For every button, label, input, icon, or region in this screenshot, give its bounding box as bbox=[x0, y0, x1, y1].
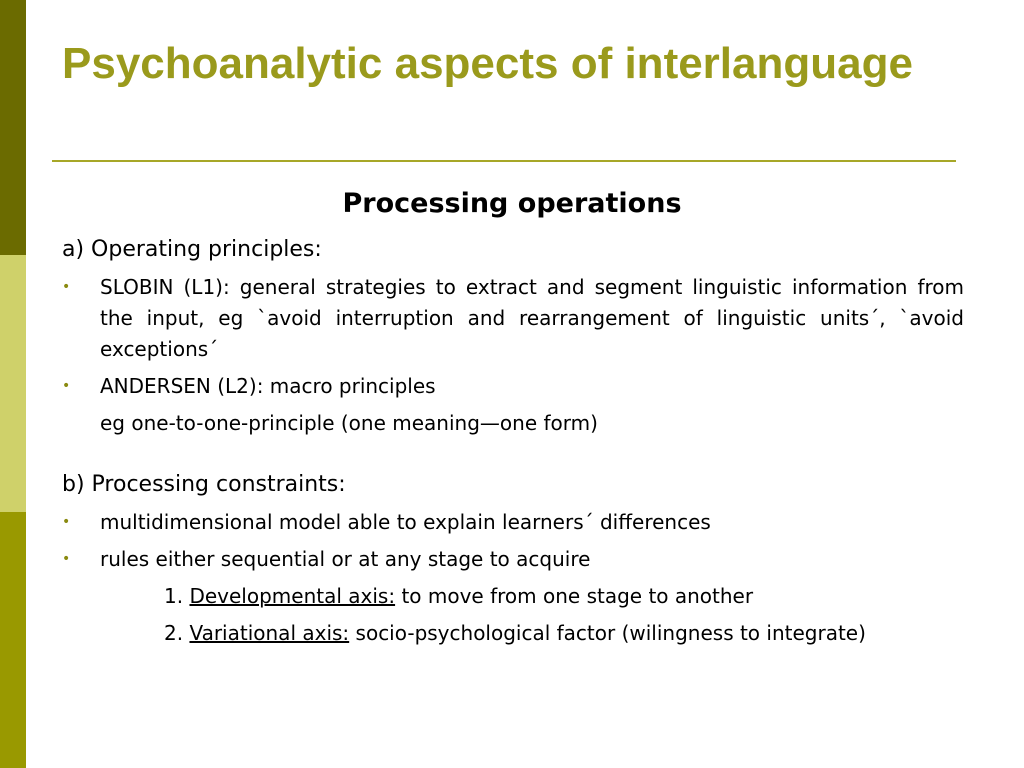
slide-subtitle: Processing operations bbox=[342, 188, 682, 219]
axis-term: Variational axis: bbox=[189, 621, 350, 645]
bullet-icon: • bbox=[62, 378, 71, 394]
section-a-heading: a) Operating principles: bbox=[62, 237, 322, 262]
axis-description: socio-psychological factor (wilingness to integrate) bbox=[355, 621, 866, 645]
list-item bbox=[62, 371, 964, 402]
section-b-heading: b) Processing constraints: bbox=[62, 472, 346, 497]
side-color-bar bbox=[0, 0, 26, 768]
bullet-text: rules either sequential or at any stage to acquire bbox=[100, 547, 591, 571]
developmental-axis-item bbox=[62, 581, 964, 612]
side-bar-bottom-segment bbox=[0, 512, 26, 768]
slide-body bbox=[62, 234, 964, 649]
side-bar-top-segment bbox=[0, 0, 26, 255]
bullet-text: ANDERSEN (L2): macro principles bbox=[100, 374, 436, 398]
bullet-text: SLOBIN (L1): general strategies to extract and segment linguistic information from the input, eg `avoid interruption and rearrangement of linguistic units´, `avoid exceptions´ bbox=[100, 275, 964, 361]
title-divider bbox=[52, 160, 956, 162]
list-item bbox=[62, 272, 964, 365]
bullet-icon: • bbox=[62, 279, 71, 295]
variational-axis-item bbox=[62, 618, 964, 649]
slide-title: Psychoanalytic aspects of interlanguage bbox=[62, 39, 913, 88]
axis-number: 1. bbox=[164, 584, 184, 608]
axis-term: Developmental axis: bbox=[189, 584, 396, 608]
list-item bbox=[62, 544, 964, 575]
list-item bbox=[62, 507, 964, 538]
axis-number: 2. bbox=[164, 621, 184, 645]
section-spacer bbox=[62, 439, 964, 469]
bullet-continuation: eg one-to-one-principle (one meaning—one form) bbox=[100, 411, 598, 435]
bullet-icon: • bbox=[62, 514, 71, 530]
side-bar-middle-segment bbox=[0, 255, 26, 512]
bullet-icon: • bbox=[62, 551, 71, 567]
axis-description: to move from one stage to another bbox=[401, 584, 754, 608]
bullet-text: multidimensional model able to explain learners´ differences bbox=[100, 510, 711, 534]
